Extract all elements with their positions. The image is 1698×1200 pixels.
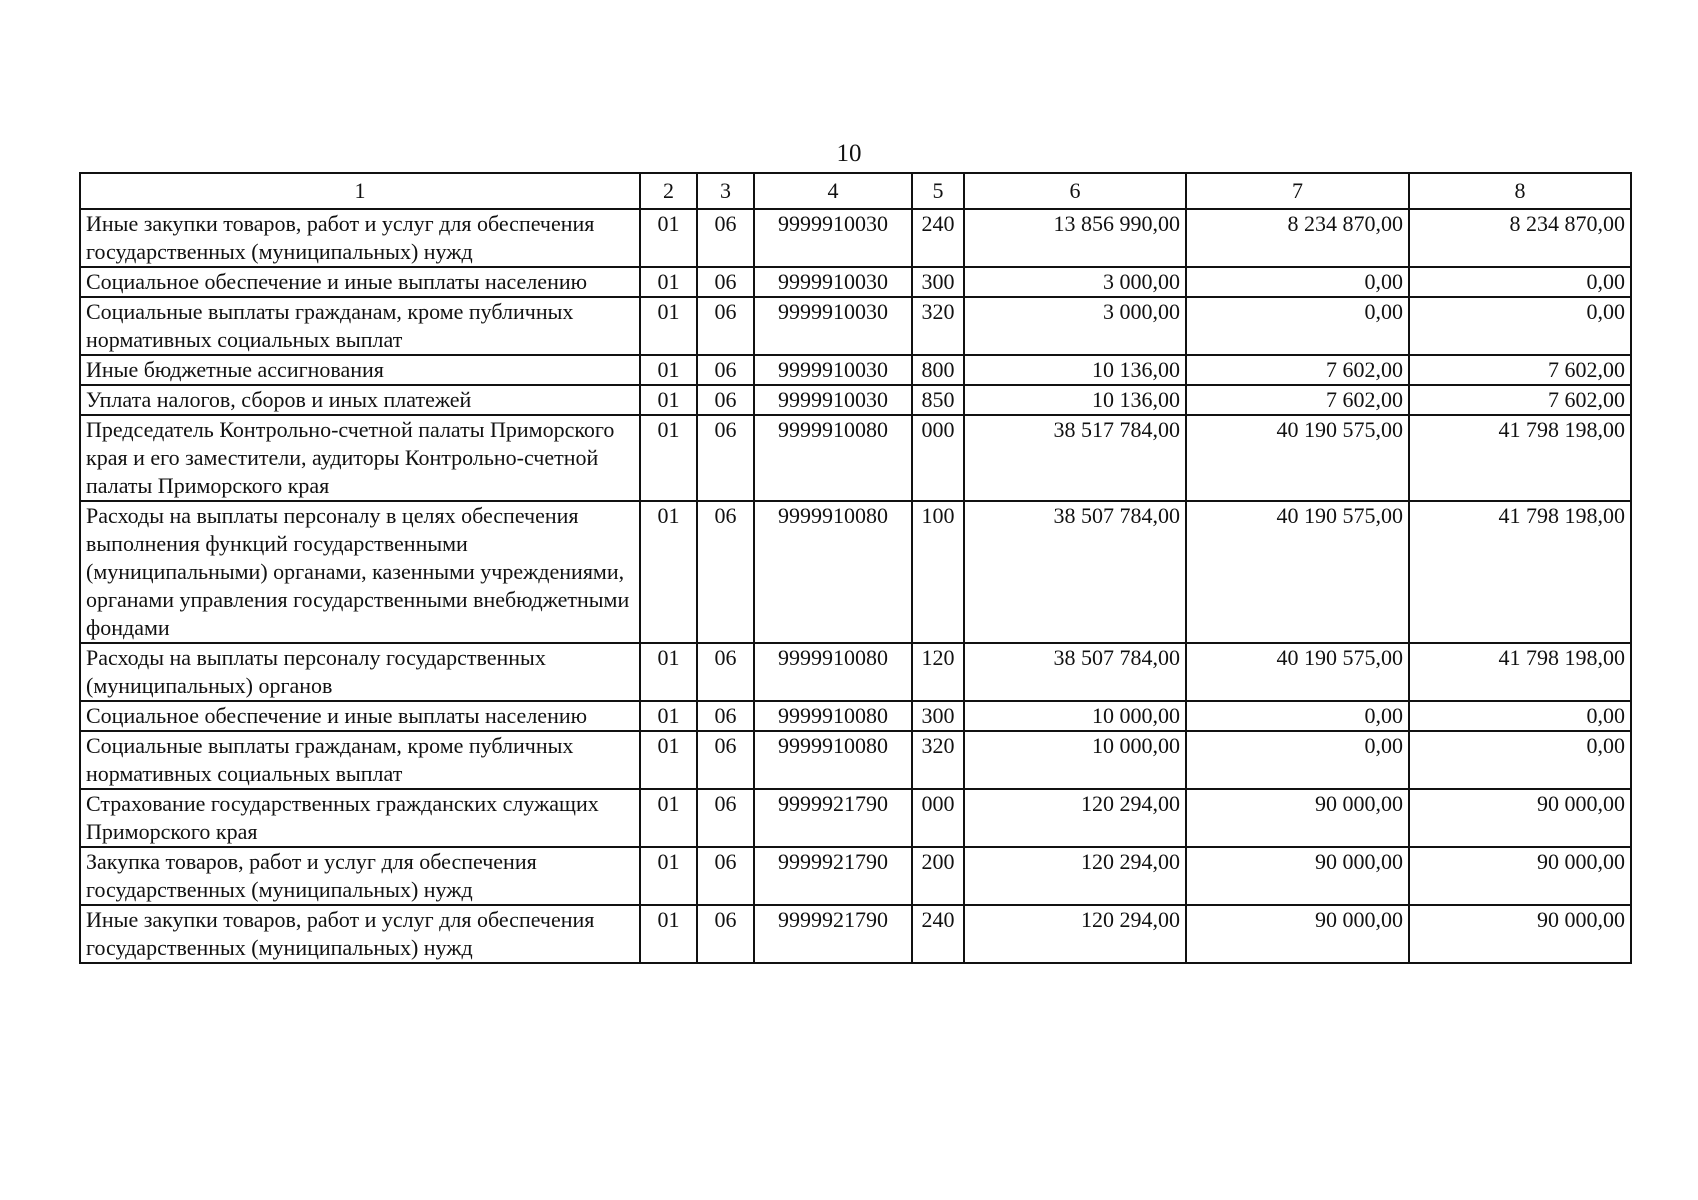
target-item-code: 9999910080 bbox=[754, 643, 912, 701]
amount-col-8: 41 798 198,00 bbox=[1409, 501, 1631, 643]
row-description: Расходы на выплаты персоналу в целях обеспечения выполнения функций государственными (муниципальными) органами, казенными учреждениями, органами управления государственными внебюджетными фондами bbox=[80, 501, 640, 643]
header-row bbox=[80, 173, 1631, 209]
table-row bbox=[80, 643, 1631, 701]
column-header-6: 6 bbox=[964, 173, 1186, 209]
amount-col-6: 10 136,00 bbox=[964, 355, 1186, 385]
amount-col-8: 8 234 870,00 bbox=[1409, 209, 1631, 267]
section-code: 01 bbox=[640, 297, 697, 355]
section-code: 01 bbox=[640, 643, 697, 701]
row-description: Расходы на выплаты персоналу государственных (муниципальных) органов bbox=[80, 643, 640, 701]
section-code: 01 bbox=[640, 847, 697, 905]
column-header-4: 4 bbox=[754, 173, 912, 209]
expense-type-code: 800 bbox=[912, 355, 964, 385]
section-code: 01 bbox=[640, 415, 697, 501]
table-row bbox=[80, 731, 1631, 789]
row-description: Иные бюджетные ассигнования bbox=[80, 355, 640, 385]
expense-type-code: 240 bbox=[912, 209, 964, 267]
table-row bbox=[80, 355, 1631, 385]
subsection-code: 06 bbox=[697, 209, 754, 267]
table-row bbox=[80, 501, 1631, 643]
amount-col-8: 90 000,00 bbox=[1409, 847, 1631, 905]
row-description: Закупка товаров, работ и услуг для обеспечения государственных (муниципальных) нужд bbox=[80, 847, 640, 905]
row-description: Социальное обеспечение и иные выплаты населению bbox=[80, 701, 640, 731]
amount-col-7: 40 190 575,00 bbox=[1186, 501, 1409, 643]
column-header-2: 2 bbox=[640, 173, 697, 209]
subsection-code: 06 bbox=[697, 501, 754, 643]
row-description: Председатель Контрольно-счетной палаты Приморского края и его заместители, аудиторы Контрольно-счетной палаты Приморского края bbox=[80, 415, 640, 501]
expense-type-code: 850 bbox=[912, 385, 964, 415]
expense-type-code: 120 bbox=[912, 643, 964, 701]
section-code: 01 bbox=[640, 789, 697, 847]
column-header-8: 8 bbox=[1409, 173, 1631, 209]
column-header-7: 7 bbox=[1186, 173, 1409, 209]
subsection-code: 06 bbox=[697, 701, 754, 731]
expense-type-code: 300 bbox=[912, 701, 964, 731]
row-description: Социальные выплаты гражданам, кроме публичных нормативных социальных выплат bbox=[80, 731, 640, 789]
amount-col-8: 7 602,00 bbox=[1409, 355, 1631, 385]
row-description: Уплата налогов, сборов и иных платежей bbox=[80, 385, 640, 415]
section-code: 01 bbox=[640, 355, 697, 385]
amount-col-6: 38 507 784,00 bbox=[964, 501, 1186, 643]
amount-col-7: 0,00 bbox=[1186, 297, 1409, 355]
target-item-code: 9999910080 bbox=[754, 501, 912, 643]
amount-col-6: 3 000,00 bbox=[964, 267, 1186, 297]
amount-col-7: 90 000,00 bbox=[1186, 847, 1409, 905]
expense-type-code: 240 bbox=[912, 905, 964, 963]
row-description: Иные закупки товаров, работ и услуг для обеспечения государственных (муниципальных) нужд bbox=[80, 209, 640, 267]
subsection-code: 06 bbox=[697, 789, 754, 847]
table-row bbox=[80, 701, 1631, 731]
amount-col-6: 10 136,00 bbox=[964, 385, 1186, 415]
amount-col-7: 7 602,00 bbox=[1186, 355, 1409, 385]
amount-col-6: 38 517 784,00 bbox=[964, 415, 1186, 501]
subsection-code: 06 bbox=[697, 297, 754, 355]
expense-type-code: 300 bbox=[912, 267, 964, 297]
page-number: 10 bbox=[836, 140, 862, 167]
table-row bbox=[80, 267, 1631, 297]
subsection-code: 06 bbox=[697, 905, 754, 963]
table-row bbox=[80, 847, 1631, 905]
target-item-code: 9999921790 bbox=[754, 847, 912, 905]
column-header-3: 3 bbox=[697, 173, 754, 209]
target-item-code: 9999910080 bbox=[754, 731, 912, 789]
subsection-code: 06 bbox=[697, 643, 754, 701]
subsection-code: 06 bbox=[697, 731, 754, 789]
section-code: 01 bbox=[640, 267, 697, 297]
amount-col-8: 7 602,00 bbox=[1409, 385, 1631, 415]
amount-col-8: 0,00 bbox=[1409, 297, 1631, 355]
amount-col-6: 120 294,00 bbox=[964, 847, 1186, 905]
amount-col-7: 90 000,00 bbox=[1186, 789, 1409, 847]
amount-col-6: 13 856 990,00 bbox=[964, 209, 1186, 267]
table-row bbox=[80, 297, 1631, 355]
expense-type-code: 320 bbox=[912, 297, 964, 355]
expense-type-code: 320 bbox=[912, 731, 964, 789]
row-description: Социальное обеспечение и иные выплаты населению bbox=[80, 267, 640, 297]
column-header-1: 1 bbox=[80, 173, 640, 209]
amount-col-7: 0,00 bbox=[1186, 267, 1409, 297]
section-code: 01 bbox=[640, 501, 697, 643]
budget-table bbox=[79, 172, 1632, 964]
amount-col-7: 40 190 575,00 bbox=[1186, 643, 1409, 701]
subsection-code: 06 bbox=[697, 267, 754, 297]
target-item-code: 9999910030 bbox=[754, 385, 912, 415]
table-row bbox=[80, 789, 1631, 847]
subsection-code: 06 bbox=[697, 385, 754, 415]
section-code: 01 bbox=[640, 701, 697, 731]
expense-type-code: 200 bbox=[912, 847, 964, 905]
target-item-code: 9999921790 bbox=[754, 789, 912, 847]
amount-col-6: 3 000,00 bbox=[964, 297, 1186, 355]
amount-col-6: 10 000,00 bbox=[964, 731, 1186, 789]
target-item-code: 9999910030 bbox=[754, 355, 912, 385]
amount-col-8: 0,00 bbox=[1409, 731, 1631, 789]
subsection-code: 06 bbox=[697, 847, 754, 905]
row-description: Социальные выплаты гражданам, кроме публичных нормативных социальных выплат bbox=[80, 297, 640, 355]
target-item-code: 9999910030 bbox=[754, 267, 912, 297]
target-item-code: 9999921790 bbox=[754, 905, 912, 963]
table-row bbox=[80, 209, 1631, 267]
amount-col-8: 0,00 bbox=[1409, 267, 1631, 297]
subsection-code: 06 bbox=[697, 355, 754, 385]
amount-col-7: 0,00 bbox=[1186, 701, 1409, 731]
expense-type-code: 000 bbox=[912, 415, 964, 501]
table-row bbox=[80, 415, 1631, 501]
amount-col-6: 38 507 784,00 bbox=[964, 643, 1186, 701]
table-row bbox=[80, 905, 1631, 963]
section-code: 01 bbox=[640, 385, 697, 415]
target-item-code: 9999910080 bbox=[754, 415, 912, 501]
amount-col-8: 0,00 bbox=[1409, 701, 1631, 731]
expense-type-code: 100 bbox=[912, 501, 964, 643]
amount-col-8: 41 798 198,00 bbox=[1409, 643, 1631, 701]
amount-col-7: 90 000,00 bbox=[1186, 905, 1409, 963]
column-header-5: 5 bbox=[912, 173, 964, 209]
section-code: 01 bbox=[640, 731, 697, 789]
table-row bbox=[80, 385, 1631, 415]
amount-col-7: 7 602,00 bbox=[1186, 385, 1409, 415]
amount-col-7: 40 190 575,00 bbox=[1186, 415, 1409, 501]
amount-col-6: 120 294,00 bbox=[964, 789, 1186, 847]
row-description: Страхование государственных гражданских служащих Приморского края bbox=[80, 789, 640, 847]
expense-type-code: 000 bbox=[912, 789, 964, 847]
target-item-code: 9999910080 bbox=[754, 701, 912, 731]
amount-col-6: 10 000,00 bbox=[964, 701, 1186, 731]
subsection-code: 06 bbox=[697, 415, 754, 501]
target-item-code: 9999910030 bbox=[754, 209, 912, 267]
amount-col-8: 90 000,00 bbox=[1409, 905, 1631, 963]
amount-col-8: 90 000,00 bbox=[1409, 789, 1631, 847]
amount-col-7: 0,00 bbox=[1186, 731, 1409, 789]
section-code: 01 bbox=[640, 905, 697, 963]
amount-col-7: 8 234 870,00 bbox=[1186, 209, 1409, 267]
amount-col-6: 120 294,00 bbox=[964, 905, 1186, 963]
amount-col-8: 41 798 198,00 bbox=[1409, 415, 1631, 501]
target-item-code: 9999910030 bbox=[754, 297, 912, 355]
section-code: 01 bbox=[640, 209, 697, 267]
row-description: Иные закупки товаров, работ и услуг для обеспечения государственных (муниципальных) нужд bbox=[80, 905, 640, 963]
